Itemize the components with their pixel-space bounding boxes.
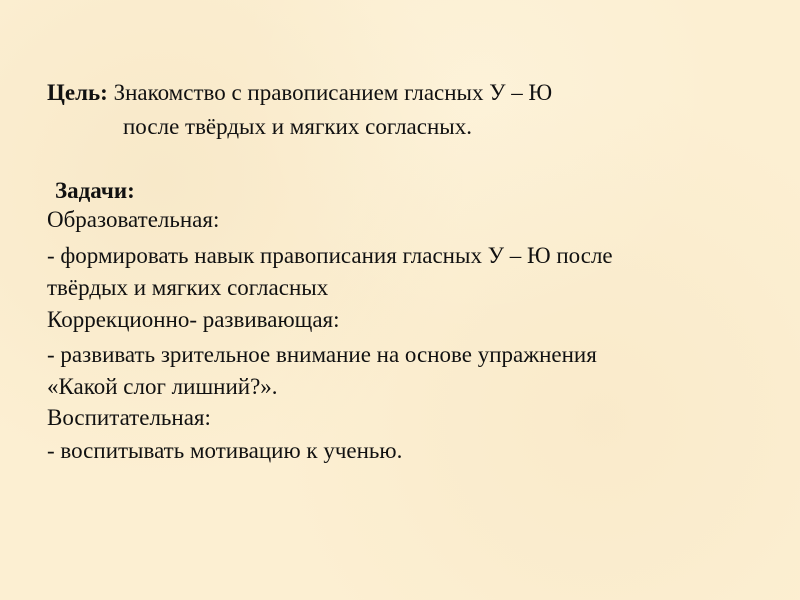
goal-label: Цель: bbox=[47, 80, 108, 105]
task-item-educational-1: - формировать навык правописания гласных У – Ю после bbox=[47, 243, 613, 268]
goal-line-1 bbox=[47, 79, 552, 107]
task-item-correctional-1: - развивать зрительное внимание на основе упражнения bbox=[47, 342, 597, 367]
goal-line-2: после твёрдых и мягких согласных. bbox=[123, 114, 472, 139]
task-item-educational-2: твёрдых и мягких согласных bbox=[47, 275, 329, 300]
tasks-heading: Задачи: bbox=[55, 178, 135, 203]
task-category-correctional: Коррекционно- развивающая: bbox=[47, 307, 340, 332]
goal-text-1: Знакомство с правописанием гласных У – Ю bbox=[107, 80, 553, 105]
task-item-correctional-2: «Какой слог лишний?». bbox=[47, 374, 278, 399]
task-category-upbringing: Воспитательная: bbox=[47, 405, 211, 430]
task-item-upbringing-1: - воспитывать мотивацию к ученью. bbox=[47, 438, 403, 463]
task-category-educational: Образовательная: bbox=[47, 207, 220, 232]
